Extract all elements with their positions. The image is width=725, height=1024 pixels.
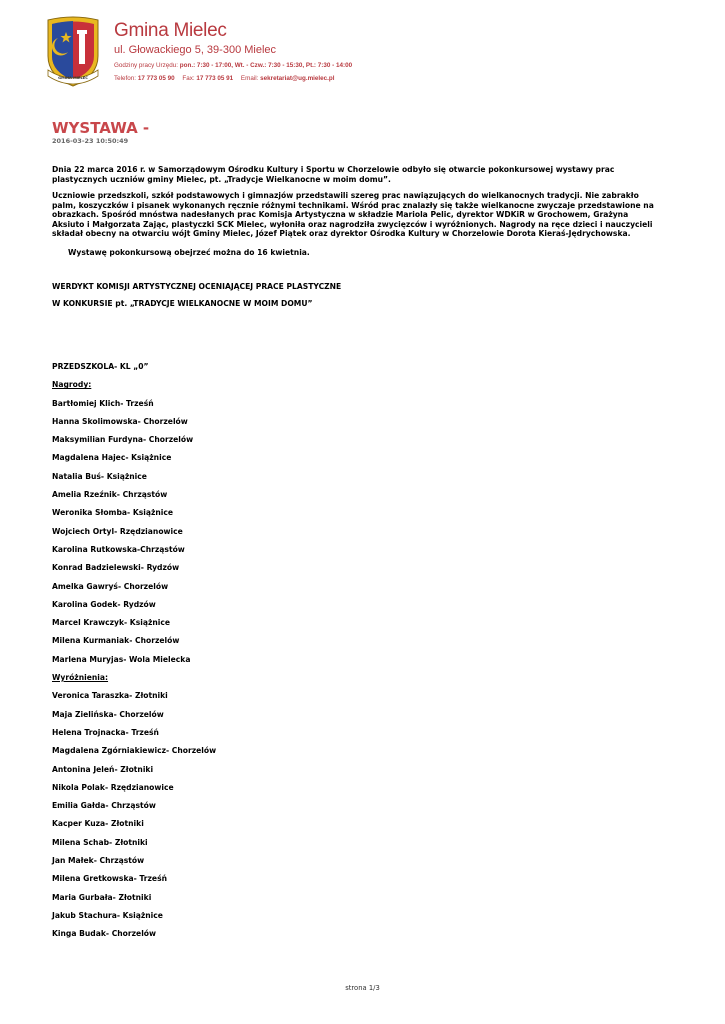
article-paragraph: Dnia 22 marca 2016 r. w Samorządowym Ośrodku Kultury i Sportu w Chorzelowie odbyło się otwarcie pokonkursowej wystawy prac plastycznych uczniów gminy Mielec, pt. „Tradycje Wielkanocne w moim domu”. — [52, 165, 615, 184]
exhibition-note: Wystawę pokonkursową obejrzeć można do 16 kwietnia. — [68, 247, 310, 257]
list-item: Bartłomiej Klich- Trześń — [52, 398, 154, 408]
phone-label: Telefon: — [114, 75, 137, 82]
article-date: 2016-03-23 10:50:49 — [52, 137, 129, 145]
letterhead — [44, 16, 684, 94]
municipality-name: Gmina Mielec — [114, 20, 227, 41]
list-item: Magdalena Zgórniakiewicz- Chorzelów — [52, 746, 217, 756]
list-item: Marcel Krawczyk- Książnice — [52, 618, 171, 628]
list-item: Milena Gretkowska- Trześń — [52, 874, 167, 884]
verdict-heading: WERDYKT KOMISJI ARTYSTYCZNEJ OCENIAJĄCEJ PRACE PLASTYCZNE — [52, 282, 342, 291]
list-item: Magdalena Hajec- Książnice — [52, 453, 172, 463]
list-item: Emilia Gałda- Chrząstów — [52, 801, 156, 811]
list-item: Maksymilian Furdyna- Chorzelów — [52, 435, 194, 445]
list-item: Natalia Buś- Książnice — [52, 471, 147, 481]
crest-text: GMINA MIELEC — [58, 76, 88, 80]
list-item: Milena Schab- Złotniki — [52, 837, 148, 847]
office-hours — [114, 61, 352, 70]
list-item: Kacper Kuza- Złotniki — [52, 819, 144, 829]
list-item: Karolina Godek- Rydzów — [52, 599, 156, 609]
article-title: WYSTAWA - — [52, 119, 150, 137]
results-list — [52, 362, 216, 948]
article — [52, 120, 662, 315]
list-item: Antonina Jeleń- Złotniki — [52, 764, 154, 774]
email-label: Email: — [240, 75, 259, 82]
list-item: Amelka Gawryś- Chorzelów — [52, 581, 169, 591]
office-hours-label: Godziny pracy Urzędu: — [114, 62, 179, 69]
article-body — [52, 165, 662, 308]
article-paragraph: Uczniowie przedszkoli, szkół podstawowych i gimnazjów przedstawili szereg prac nawiązujących do wielkanocnych tradycji. Nie zabrakło palm, koszyczków i pisanek wykonanych ręcznie różnymi technikami. Wśród prac znalazły się także wielkanocne zwyczaje przedstawione na obrazkach. Spośród mnóstwa nadesłanych prac Komisja Artystyczna w składzie Mariola Pelic, dyrektor WDKiR w Grochowem, Grażyna Aksiuto i Małgorzata Zając, plastyczki SCK Mielec, wyłoniła oraz nagrodziła zwycięzców i wyróżnionych. Nagrody na ręce dzieci i nauczycieli składał obecny na otwarciu wójt Gminy Mielec, Józef Piątek oraz dyrektor Ośrodka Kultury w Chorzelowie Dorota Kieraś-Jędrychowska. — [52, 191, 654, 238]
list-item: Maria Gurbała- Złotniki — [52, 892, 152, 902]
list-item: Helena Trojnacka- Trześń — [52, 727, 159, 737]
phone-value: 17 773 05 90 — [137, 75, 175, 82]
list-item: Nikola Polak- Rzędzianowice — [52, 782, 174, 792]
list-item: Amelia Rzeźnik- Chrząstów — [52, 490, 168, 500]
list-item: Kinga Budak- Chorzelów — [52, 929, 157, 939]
list-item: Konrad Badzielewski- Rydzów — [52, 563, 180, 573]
fax-value: 17 773 05 91 — [196, 75, 234, 82]
list-item: Veronica Taraszka- Złotniki — [52, 691, 168, 701]
email-value: sekretariat@ug.mielec.pl — [260, 75, 335, 82]
list-item: Karolina Rutkowska-Chrząstów — [52, 544, 185, 554]
contact-line — [114, 74, 352, 83]
awards-label: Nagrody: — [52, 380, 92, 390]
office-hours-value: pon.: 7:30 - 17:00, Wt. - Czw.: 7:30 - 15:30, Pt.: 7:30 - 14:00 — [179, 62, 353, 69]
list-item: Weronika Słomba- Książnice — [52, 508, 174, 518]
list-item: Jakub Stachura- Książnice — [52, 910, 163, 920]
category-heading: PRZEDSZKOLA- KL „0” — [52, 362, 149, 371]
page-number: strona 1/3 — [345, 984, 380, 992]
municipality-address: ul. Głowackiego 5, 39-300 Mielec — [114, 44, 277, 56]
list-item: Marlena Muryjas- Wola Mielecka — [52, 654, 191, 664]
list-item: Maja Zielińska- Chorzelów — [52, 709, 164, 719]
coat-of-arms-icon — [44, 16, 102, 88]
list-item: Milena Kurmaniak- Chorzelów — [52, 636, 180, 646]
distinctions-label: Wyróżnienia: — [52, 673, 109, 683]
verdict-subheading: W KONKURSIE pt. „TRADYCJE WIELKANOCNE W MOIM DOMU” — [52, 298, 313, 308]
list-item: Hanna Skolimowska- Chorzelów — [52, 416, 188, 426]
fax-label: Fax: — [182, 75, 195, 82]
list-item: Jan Małek- Chrząstów — [52, 856, 145, 866]
list-item: Wojciech Ortyl- Rzędzianowice — [52, 526, 183, 536]
